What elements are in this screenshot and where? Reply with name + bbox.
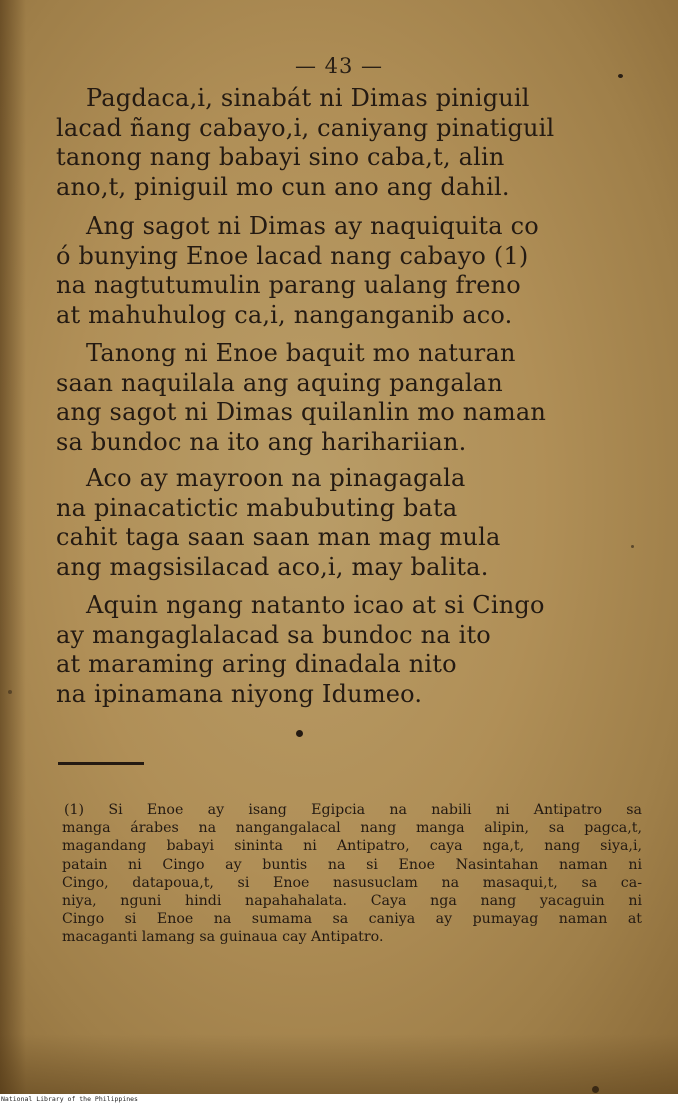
stanza-5 bbox=[56, 591, 616, 709]
verse-line: ang magsisilacad aco,i, may balita. bbox=[56, 552, 489, 581]
verse-line: lacad ñang cabayo,i, caniyang pinatiguil bbox=[56, 113, 555, 142]
verse-line: ano,t, piniguil mo cun ano ang dahil. bbox=[56, 172, 510, 201]
verse-line: Tanong ni Enoe baquit mo naturan bbox=[86, 339, 516, 367]
footnote-line: Cingo, datapoua,t, si Enoe nasusuclam na masaqui,t, sa ca- bbox=[62, 874, 642, 891]
verse-line: Ang sagot ni Dimas ay naquiquita co bbox=[86, 212, 539, 240]
stanza-4 bbox=[56, 464, 616, 582]
stanza-1 bbox=[56, 84, 616, 202]
footnote bbox=[62, 801, 642, 947]
verse-line: Aco ay mayroon na pinagagala bbox=[86, 464, 466, 492]
footnote-line: Cingo si Enoe na sumama sa caniya ay pumayag naman at bbox=[62, 911, 642, 928]
footnote-line: patain ni Cingo ay buntis na si Enoe Nasintahan naman ni bbox=[62, 856, 642, 873]
footnote-rule bbox=[58, 762, 144, 765]
verse-line: Aquin ngang natanto icao at si Cingo bbox=[86, 591, 545, 619]
verse-line: cahit taga saan saan man mag mula bbox=[56, 523, 501, 551]
footnote-line: (1) Si Enoe ay isang Egipcia na nabili ni Antipatro sa bbox=[64, 802, 642, 818]
stanza-3 bbox=[56, 339, 616, 457]
paper-speck bbox=[8, 690, 12, 694]
paper-speck bbox=[618, 74, 623, 78]
verse-line: ay mangaglalacad sa bundoc na ito bbox=[56, 620, 491, 649]
verse-line: tanong nang babayi sino caba,t, alin bbox=[56, 143, 505, 171]
paper-speck bbox=[631, 545, 634, 548]
verse-line: na ipinamana niyong Idumeo. bbox=[56, 679, 423, 708]
footnote-line: macaganti lamang sa guinaua cay Antipatro. bbox=[62, 929, 384, 946]
paper-speck bbox=[592, 1086, 599, 1093]
verse-line: at maraming aring dinadala nito bbox=[56, 650, 457, 678]
stanza-2 bbox=[56, 212, 616, 330]
verse-line: na pinacatictic mabubuting bata bbox=[56, 493, 458, 522]
verse-line: Pagdaca,i, sinabát ni Dimas piniguil bbox=[86, 84, 530, 112]
verse-line: saan naquilala ang aquing pangalan bbox=[56, 368, 503, 397]
verse-line: ang sagot ni Dimas quilanlin mo naman bbox=[56, 398, 547, 426]
verse-line: sa bundoc na ito ang harihariian. bbox=[56, 427, 467, 456]
footnote-line: magandang babayi sininta ni Antipatro, caya nga,t, nang siya,i, bbox=[62, 838, 642, 855]
footnote-line: niya, nguni hindi napahahalata. Caya nga nang yacaguin ni bbox=[62, 893, 642, 910]
library-credit: National Library of the Philippines bbox=[1, 1095, 138, 1103]
footnote-line: manga árabes na nangangalacal nang manga alipin, sa pagca,t, bbox=[62, 820, 642, 837]
verse-line: na nagtutumulin parang ualang freno bbox=[56, 271, 521, 299]
page-number: — 43 — bbox=[294, 54, 384, 78]
ornament-dot bbox=[296, 730, 303, 737]
verse-line: ó bunying Enoe lacad nang cabayo (1) bbox=[56, 241, 529, 270]
verse-line: at mahuhulog ca,i, nanganganib aco. bbox=[56, 300, 513, 329]
